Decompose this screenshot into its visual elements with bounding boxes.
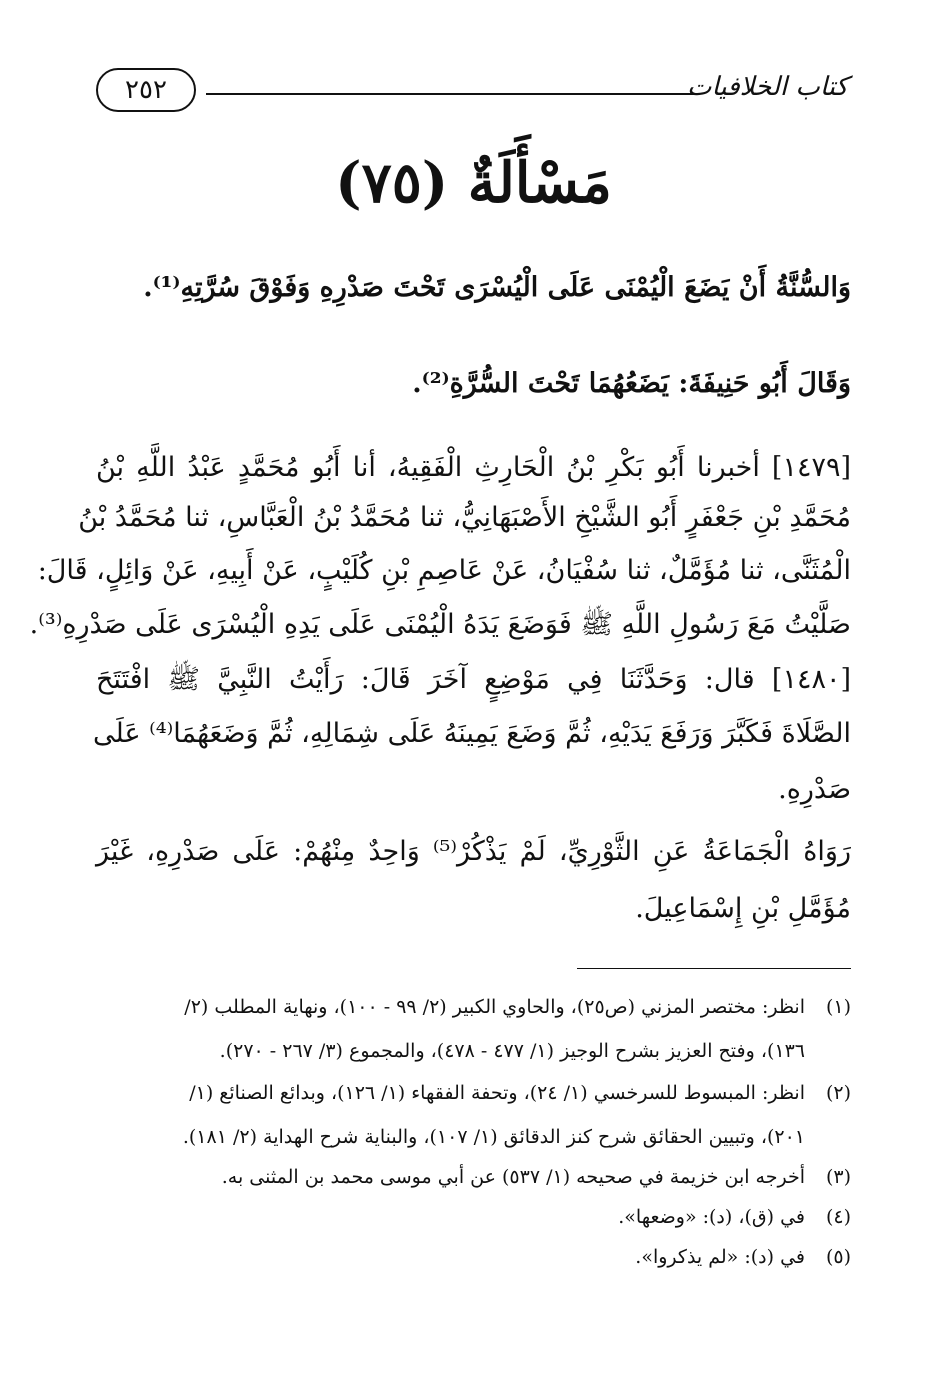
footnote-2 bbox=[96, 1082, 851, 1104]
footnote-text: في (ق)، (د): «وضعها». bbox=[618, 1206, 805, 1228]
text-line: مُؤَمَّلِ بْنِ إِسْمَاعِيلَ. bbox=[635, 893, 851, 924]
text-line: مُحَمَّدِ بْنِ جَعْفَرٍ أَبُو الشَّيْخِ الأَصْبَهَانِيُّ، ثنا مُحَمَّدُ بْنُ الْعَبَّاسِ، ثنا مُحَمَّدُ بْنُ bbox=[78, 502, 851, 533]
footnote-1-cont: ١٣٦)، وفتح العزيز بشرح الوجيز (١/ ٤٧٧ - ٤٧٨)، والمجموع (٣/ ٢٦٧ - ٢٧٠). bbox=[219, 1040, 805, 1062]
text-line: صَدْرِهِ. bbox=[778, 774, 851, 805]
footnote-number: (٥) bbox=[825, 1246, 851, 1268]
footnote-5 bbox=[96, 1246, 851, 1268]
footnote-1 bbox=[96, 996, 851, 1018]
chapter-title: مَسْأَلَةٌ (٧٥) bbox=[335, 150, 612, 216]
abu-hanifa-line: وَقَالَ أَبُو حَنِيفَةَ: يَضَعُهُمَا تَحْتَ السُّرَّةِ⁽²⁾. bbox=[412, 368, 851, 399]
footnote-rule bbox=[577, 968, 851, 969]
footnote-number: (١) bbox=[825, 996, 851, 1018]
footnote-text: انظر: المبسوط للسرخسي (١/ ٢٤)، وتحفة الفقهاء (١/ ١٢٦)، وبدائع الصنائع (١/ bbox=[189, 1082, 805, 1104]
footnote-4 bbox=[96, 1206, 851, 1228]
header-rule bbox=[206, 93, 698, 95]
book-title: كتاب الخلافيات bbox=[686, 72, 848, 102]
text-line: الصَّلَاةَ فَكَبَّرَ وَرَفَعَ يَدَيْهِ، ثُمَّ وَضَعَ يَمِينَهُ عَلَى شِمَالِهِ، ثُمَّ وَضَعَهُمَا⁽⁴⁾ عَلَى bbox=[93, 718, 851, 749]
footnote-2-cont: ٢٠١)، وتبيين الحقائق شرح كنز الدقائق (١/ ١٠٧)، والبناية شرح الهداية (٢/ ١٨١). bbox=[182, 1126, 805, 1148]
footnote-text: انظر: مختصر المزني (ص٢٥)، والحاوي الكبير (٢/ ٩٩ - ١٠٠)، ونهاية المطلب (٢/ bbox=[184, 996, 805, 1018]
footnote-text: أخرجه ابن خزيمة في صحيحه (١/ ٥٣٧) عن أبي موسى محمد بن المثنى به. bbox=[221, 1166, 805, 1188]
text-line: [١٤٧٩] أخبرنا أَبُو بَكْرِ بْنُ الْحَارِثِ الْفَقِيهُ، أنا أَبُو مُحَمَّدٍ عَبْدُ اللَّهِ بْنُ bbox=[96, 452, 851, 483]
page-header bbox=[96, 62, 848, 122]
footnote-number: (٢) bbox=[825, 1082, 851, 1104]
text-line: رَوَاهُ الْجَمَاعَةُ عَنِ الثَّوْرِيِّ، لَمْ يَذْكُرْ⁽⁵⁾ وَاحِدٌ مِنْهُمْ: عَلَى صَدْرِهِ، غَيْرَ bbox=[96, 836, 851, 867]
text-line: صَلَّيْتُ مَعَ رَسُولِ اللَّهِ ﷺ فَوَضَعَ يَدَهُ الْيُمْنَى عَلَى يَدِهِ الْيُسْرَى عَلَى صَدْرِهِ⁽³⁾. bbox=[29, 609, 851, 640]
text-line: [١٤٨٠] قال: وَحَدَّثَنَا فِي مَوْضِعٍ آخَرَ قَالَ: رَأَيْتُ النَّبِيَّ ﷺ افْتَتَحَ bbox=[96, 664, 851, 695]
footnote-number: (٤) bbox=[825, 1206, 851, 1228]
footnote-text: في (د): «لم يذكروا». bbox=[635, 1246, 805, 1268]
footnote-3 bbox=[96, 1166, 851, 1188]
statement-line: وَالسُّنَّةُ أَنْ يَضَعَ الْيُمْنَى عَلَى الْيُسْرَى تَحْتَ صَدْرِهِ وَفَوْقَ سُرَّتِهِ⁽¹⁾. bbox=[143, 272, 851, 303]
footnote-number: (٣) bbox=[825, 1166, 851, 1188]
page-number: ٢٥٢ bbox=[96, 68, 196, 112]
text-line: الْمُثَنَّى، ثنا مُؤَمَّلٌ، ثنا سُفْيَانُ، عَنْ عَاصِمِ بْنِ كُلَيْبٍ، عَنْ أَبِيهِ، عَنْ وَائِلٍ، قَالَ: bbox=[37, 555, 851, 586]
